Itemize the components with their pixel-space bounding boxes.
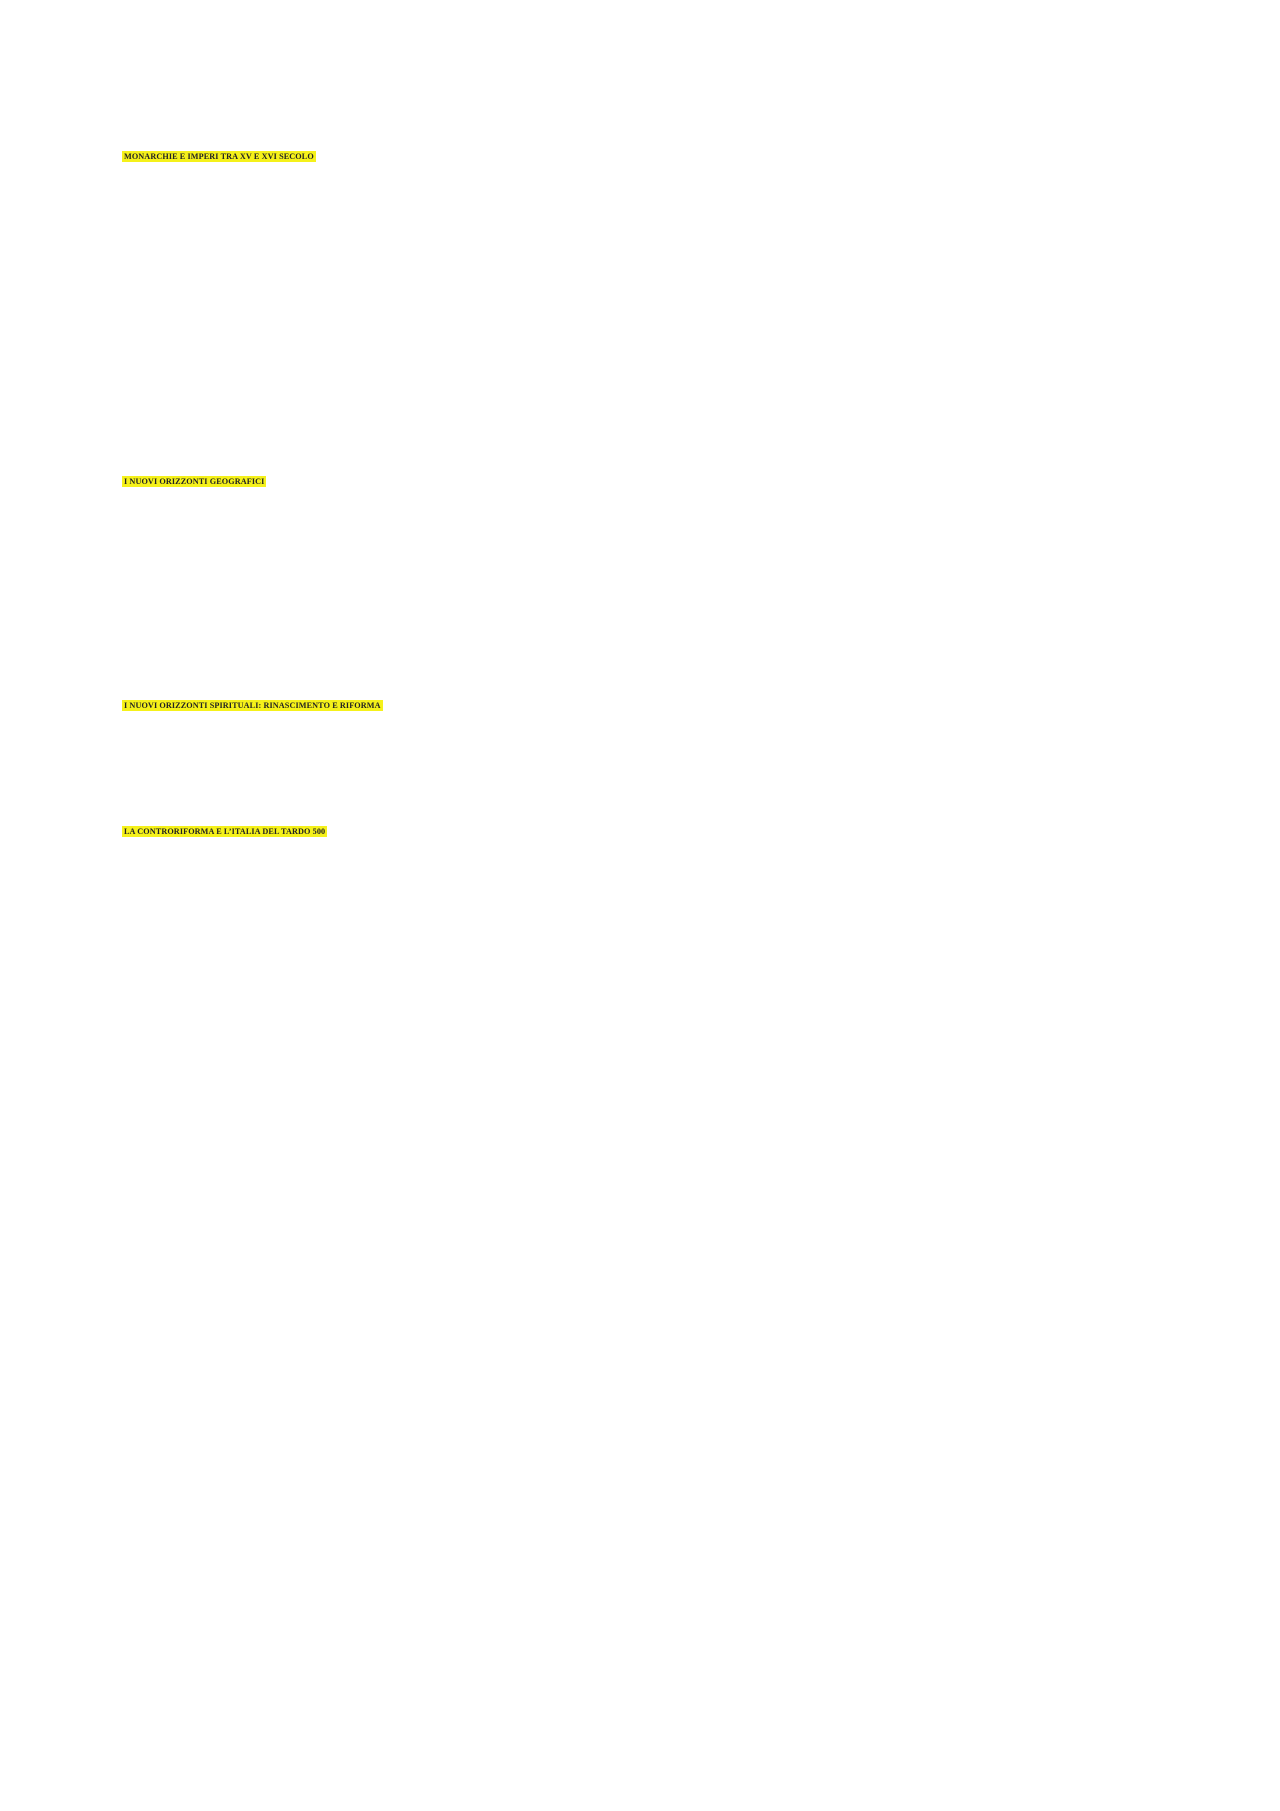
paragraph xyxy=(122,803,1168,812)
paragraph xyxy=(122,525,1168,534)
paragraph xyxy=(122,606,1168,615)
section-heading: I NUOVI ORIZZONTI GEOGRAFICI xyxy=(124,477,265,486)
paragraph xyxy=(122,857,1168,866)
paragraph xyxy=(122,498,1168,507)
paragraph xyxy=(122,785,1168,794)
paragraph xyxy=(122,245,1168,254)
paragraph xyxy=(122,579,1168,588)
section-heading: MONARCHIE E IMPERI TRA XV E XVI SECOLO xyxy=(124,152,314,161)
paragraph xyxy=(122,794,1168,803)
paragraph xyxy=(122,749,1168,758)
paragraph xyxy=(122,767,1168,776)
paragraph xyxy=(122,848,1168,857)
section-spacer xyxy=(122,651,1168,695)
document-section xyxy=(122,821,1168,893)
document-section xyxy=(122,471,1168,651)
paragraph xyxy=(122,299,1168,308)
paragraph xyxy=(122,209,1168,218)
paragraph xyxy=(122,200,1168,209)
paragraph xyxy=(122,326,1168,335)
paragraph xyxy=(122,740,1168,749)
paragraph xyxy=(122,866,1168,875)
paragraph xyxy=(122,875,1168,884)
paragraph xyxy=(122,254,1168,263)
paragraph xyxy=(122,164,1168,173)
paragraph xyxy=(122,389,1168,398)
paragraph xyxy=(122,552,1168,561)
paragraph xyxy=(122,218,1168,227)
paragraph xyxy=(122,407,1168,416)
paragraph xyxy=(122,236,1168,245)
document-section xyxy=(122,146,1168,425)
document-section xyxy=(122,695,1168,821)
section-spacer xyxy=(122,425,1168,471)
paragraph xyxy=(122,182,1168,191)
paragraph xyxy=(122,722,1168,731)
paragraph xyxy=(122,308,1168,317)
paragraph xyxy=(122,633,1168,642)
paragraph xyxy=(122,317,1168,326)
paragraph xyxy=(122,588,1168,597)
paragraph xyxy=(122,570,1168,579)
paragraph xyxy=(122,731,1168,740)
paragraph xyxy=(122,263,1168,272)
paragraph xyxy=(122,597,1168,606)
paragraph xyxy=(122,812,1168,821)
paragraph xyxy=(122,758,1168,767)
paragraph xyxy=(122,839,1168,848)
paragraph xyxy=(122,371,1168,380)
paragraph xyxy=(122,173,1168,182)
paragraph xyxy=(122,380,1168,389)
paragraph xyxy=(122,507,1168,516)
section-heading: LA CONTRORIFORMA E L’ITALIA DEL TARDO 500 xyxy=(124,827,326,836)
paragraph xyxy=(122,362,1168,371)
paragraph xyxy=(122,335,1168,344)
paragraph xyxy=(122,884,1168,893)
paragraph xyxy=(122,290,1168,299)
paragraph xyxy=(122,227,1168,236)
paragraph xyxy=(122,272,1168,281)
paragraph xyxy=(122,398,1168,407)
paragraph xyxy=(122,416,1168,425)
paragraph xyxy=(122,516,1168,525)
paragraph xyxy=(122,534,1168,543)
document-body xyxy=(122,146,1168,893)
paragraph xyxy=(122,353,1168,362)
paragraph xyxy=(122,281,1168,290)
paragraph xyxy=(122,344,1168,353)
paragraph xyxy=(122,776,1168,785)
paragraph xyxy=(122,624,1168,633)
paragraph xyxy=(122,642,1168,651)
section-heading: I NUOVI ORIZZONTI SPIRITUALI: RINASCIMENTO E RIFORMA xyxy=(124,701,381,710)
paragraph xyxy=(122,615,1168,624)
paragraph xyxy=(122,561,1168,570)
paragraph xyxy=(122,713,1168,722)
paragraph xyxy=(122,543,1168,552)
paragraph xyxy=(122,489,1168,498)
paragraph xyxy=(122,191,1168,200)
